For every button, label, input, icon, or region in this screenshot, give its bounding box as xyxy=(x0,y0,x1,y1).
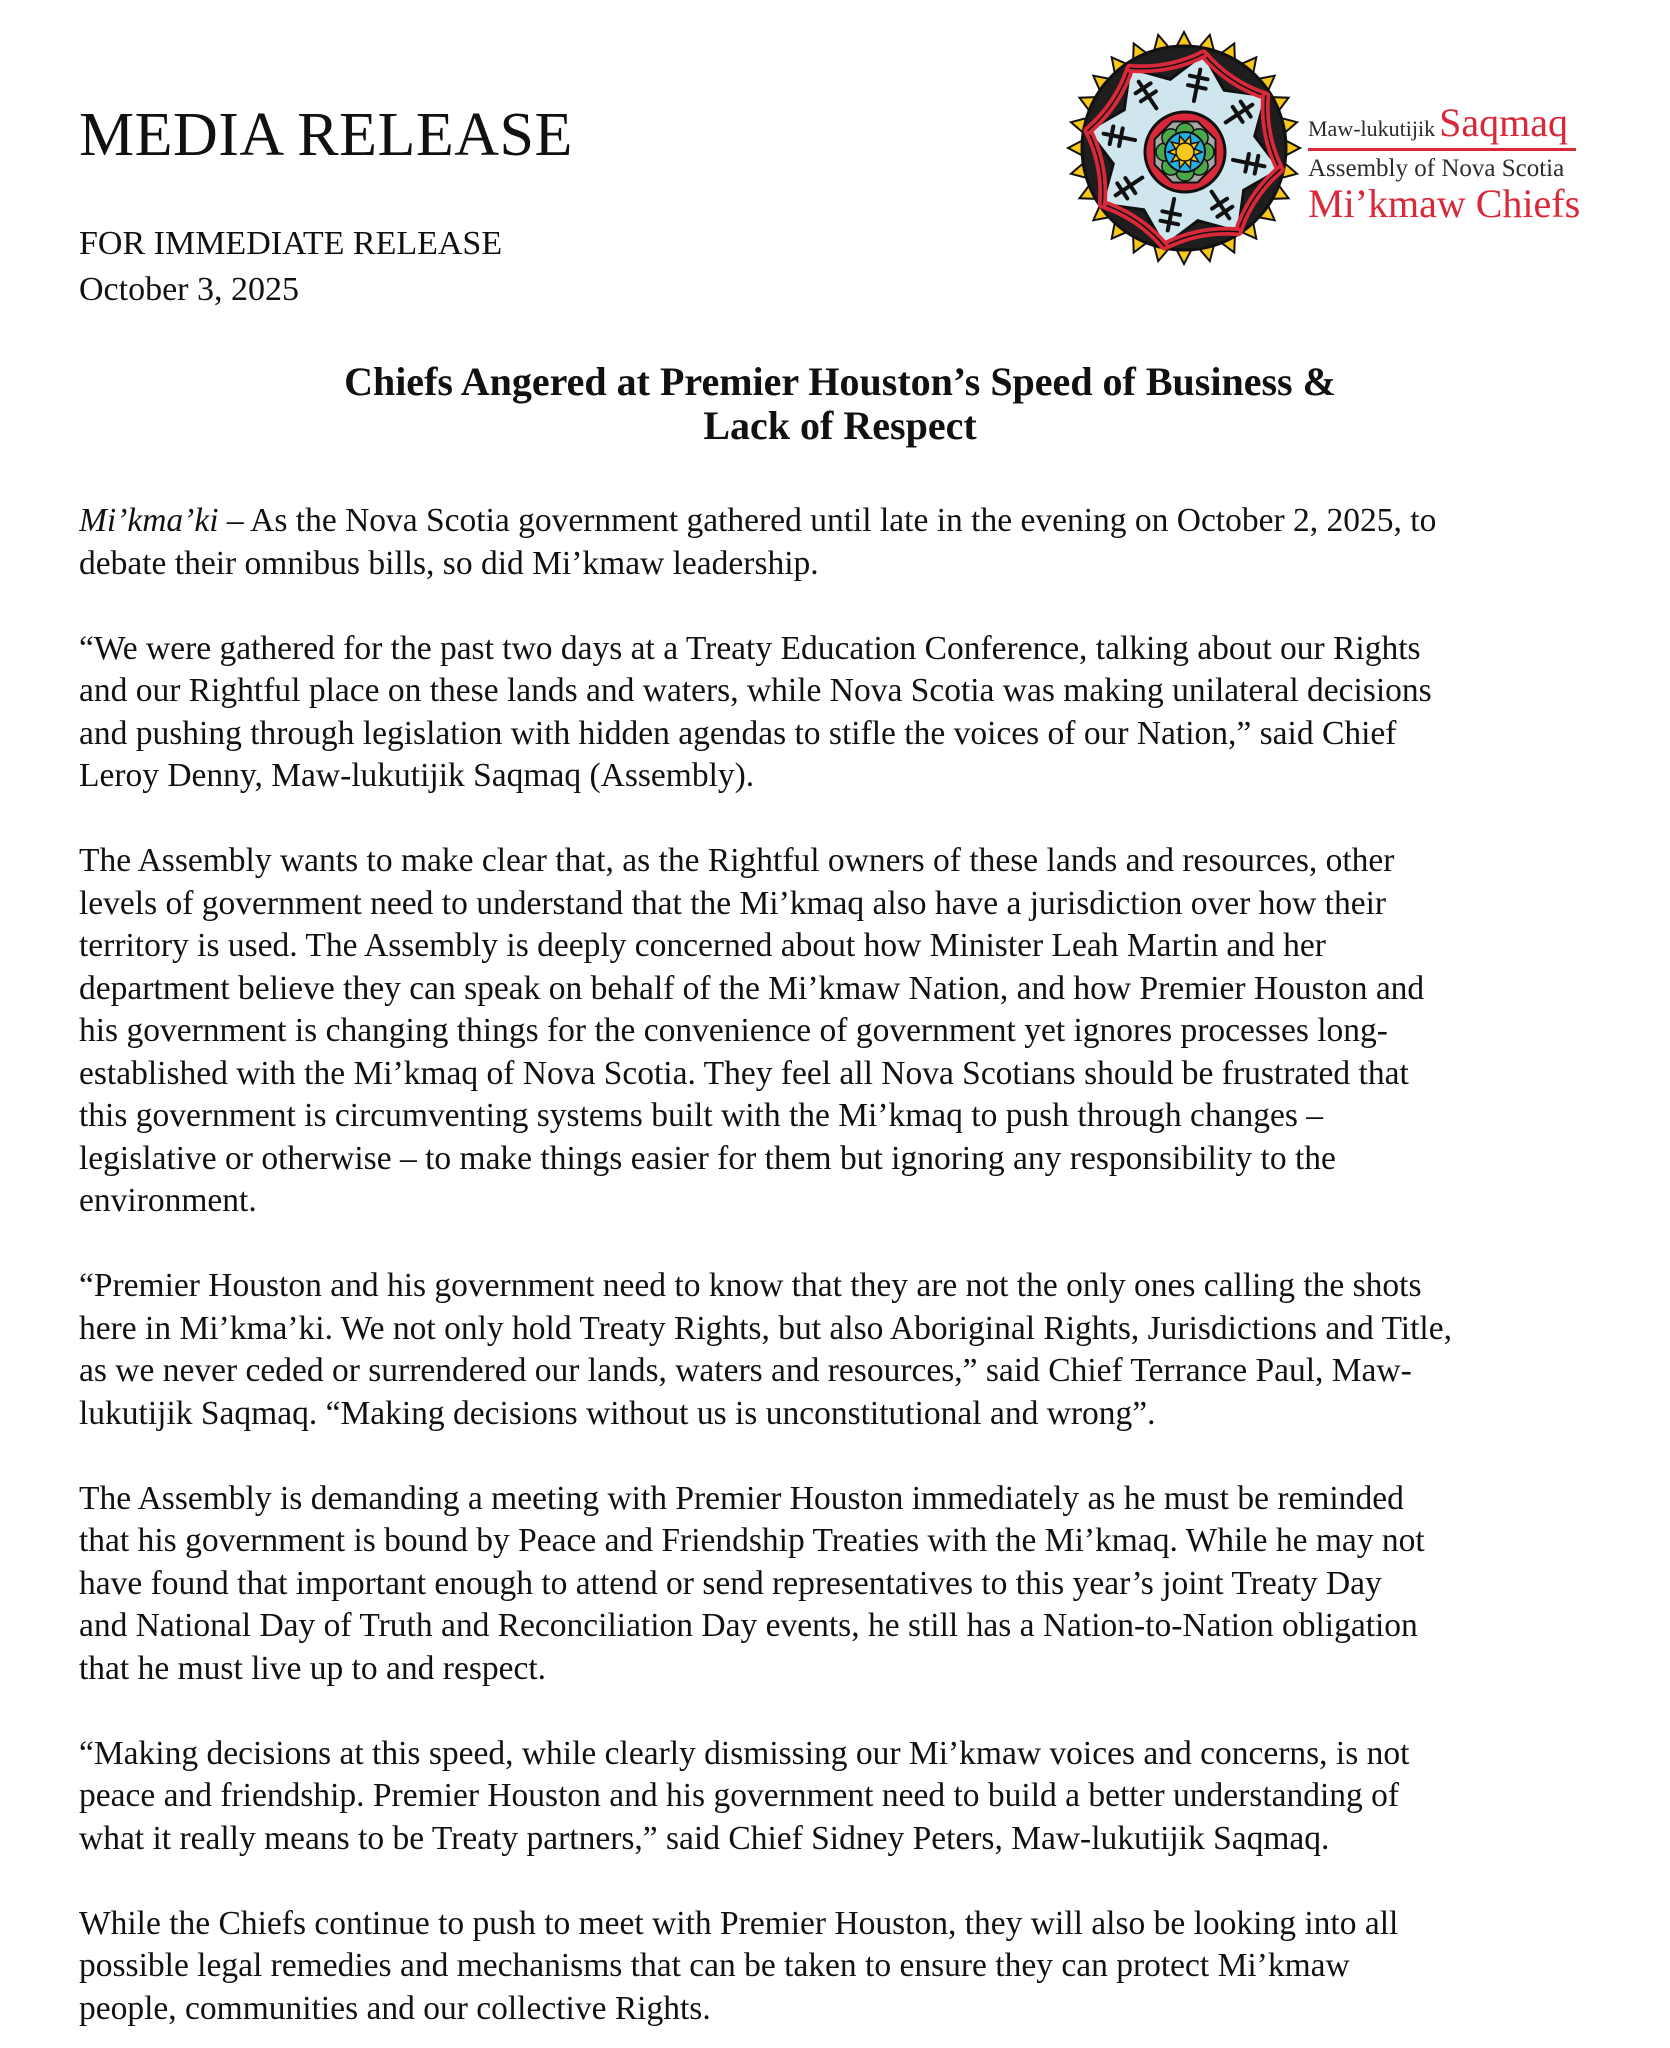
line-text: that he must live up to and respect. xyxy=(79,1649,547,1687)
paragraph-line xyxy=(79,968,1619,1011)
medallion-emblem-icon xyxy=(1062,30,1302,270)
headline-line: Lack of Respect xyxy=(703,403,977,448)
paragraph-line xyxy=(79,670,1619,713)
paragraph-line xyxy=(79,1903,1619,1946)
logo-text-mikmaw-chiefs: Mi’kmaw Chiefs xyxy=(1308,181,1581,226)
line-text: department believe they can speak on behalf of the Mi’kmaw Nation, and how Premier Houston and xyxy=(79,969,1425,1007)
paragraph-line xyxy=(79,1010,1619,1053)
line-text: what it really means to be Treaty partners,” said Chief Sidney Peters, Maw-lukutijik Saqmaq. xyxy=(79,1819,1330,1857)
line-text: levels of government need to understand that the Mi’kmaq also have a jurisdiction over how their xyxy=(79,884,1387,922)
paragraph-line xyxy=(79,1563,1619,1606)
body-paragraph xyxy=(79,500,1619,585)
line-text: The Assembly is demanding a meeting with Premier Houston immediately as he must be reminded xyxy=(79,1479,1404,1517)
body-paragraph xyxy=(79,1478,1619,1691)
release-body xyxy=(79,500,1619,2030)
line-text: have found that important enough to attend or send representatives to this year’s joint Treaty Day xyxy=(79,1564,1382,1602)
line-text: “Premier Houston and his government need to know that they are not the only ones calling the shots xyxy=(79,1267,1422,1304)
logo-text-saqmaq: Saqmaq xyxy=(1439,100,1568,145)
line-text: and our Rightful place on these lands and waters, while Nova Scotia was making unilateral decisions xyxy=(79,672,1432,709)
paragraph-line xyxy=(79,840,1619,883)
paragraph-line xyxy=(79,628,1619,671)
line-text: and pushing through legislation with hidden agendas to stifle the voices of our Nation,” said Chief xyxy=(79,714,1397,752)
body-paragraph xyxy=(79,840,1619,1223)
paragraph-line xyxy=(79,1095,1619,1138)
paragraph-line xyxy=(79,1988,1619,2031)
line-text: legislative or otherwise – to make things easier for them but ignoring any responsibility to the xyxy=(79,1139,1336,1177)
line-text: Leroy Denny, Maw-lukutijik Saqmaq (Assembly). xyxy=(79,757,755,794)
line-text: lukutijik Saqmaq. “Making decisions without us is unconstitutional and wrong”. xyxy=(79,1394,1156,1432)
headline xyxy=(180,360,1500,448)
paragraph-line xyxy=(79,1818,1619,1861)
line-text: – As the Nova Scotia government gathered until late in the evening on October 2, 2025, to xyxy=(218,502,1437,539)
body-paragraph xyxy=(79,1733,1619,1861)
line-text: his government is changing things for the convenience of government yet ignores processes long- xyxy=(79,1012,1388,1049)
release-label: FOR IMMEDIATE RELEASE xyxy=(79,225,503,262)
line-text: territory is used. The Assembly is deeply concerned about how Minister Leah Martin and her xyxy=(79,927,1326,964)
line-text: and National Day of Truth and Reconciliation Day events, he still has a Nation-to-Nation obligation xyxy=(79,1607,1418,1644)
paragraph-line xyxy=(79,500,1619,543)
line-text: The Assembly wants to make clear that, as the Rightful owners of these lands and resources, other xyxy=(79,842,1395,879)
line-text: peace and friendship. Premier Houston and his government need to build a better understanding of xyxy=(79,1777,1400,1814)
paragraph-line xyxy=(79,883,1619,926)
line-text: “We were gathered for the past two days at a Treaty Education Conference, talking about our Rights xyxy=(79,629,1421,667)
line-text: established with the Mi’kmaq of Nova Scotia. They feel all Nova Scotians should be frustrated that xyxy=(79,1054,1409,1092)
line-text: While the Chiefs continue to push to meet with Premier Houston, they will also be looking into all xyxy=(79,1904,1399,1942)
line-text: people, communities and our collective Rights. xyxy=(79,1989,711,2027)
logo-wordmark xyxy=(1308,100,1593,225)
body-paragraph xyxy=(79,628,1619,798)
paragraph-line xyxy=(79,713,1619,756)
paragraph-line xyxy=(79,1138,1619,1181)
paragraph-line xyxy=(79,543,1619,586)
line-text: possible legal remedies and mechanisms that can be taken to ensure they can protect Mi’kmaw xyxy=(79,1947,1350,1984)
paragraph-line xyxy=(79,1053,1619,1096)
paragraph-line xyxy=(79,1648,1619,1691)
logo-divider-rule xyxy=(1308,148,1576,151)
paragraph-line xyxy=(79,1733,1619,1776)
line-text: debate their omnibus bills, so did Mi’kmaw leadership. xyxy=(79,544,819,582)
line-text: this government is circumventing systems built with the Mi’kmaq to push through changes – xyxy=(79,1097,1323,1134)
paragraph-line xyxy=(79,755,1619,798)
line-text: “Making decisions at this speed, while clearly dismissing our Mi’kmaw voices and concerns, is not xyxy=(79,1734,1410,1772)
paragraph-line xyxy=(79,925,1619,968)
line-text: environment. xyxy=(79,1182,257,1219)
release-date: October 3, 2025 xyxy=(79,271,300,308)
paragraph-line xyxy=(79,1308,1619,1351)
line-text: that his government is bound by Peace and Friendship Treaties with the Mi’kmaq. While he may not xyxy=(79,1522,1425,1559)
paragraph-line xyxy=(79,1520,1619,1563)
line-text: here in Mi’kma’ki. We not only hold Treaty Rights, but also Aboriginal Rights, Jurisdictions and Title, xyxy=(79,1309,1452,1347)
paragraph-line xyxy=(79,1605,1619,1648)
paragraph-line xyxy=(79,1775,1619,1818)
sun-core xyxy=(1176,143,1194,161)
paragraph-line xyxy=(79,1393,1619,1436)
document-title: MEDIA RELEASE xyxy=(79,101,573,169)
dateline-place: Mi’kma’ki xyxy=(79,502,219,539)
headline-line: Chiefs Angered at Premier Houston’s Speed of Business & xyxy=(344,359,1336,404)
paragraph-line xyxy=(79,1180,1619,1223)
paragraph-line xyxy=(79,1265,1619,1308)
paragraph-line xyxy=(79,1350,1619,1393)
logo-text-assembly: Assembly of Nova Scotia xyxy=(1308,155,1565,182)
paragraph-line xyxy=(79,1945,1619,1988)
paragraph-line xyxy=(79,1478,1619,1521)
body-paragraph xyxy=(79,1903,1619,2031)
body-paragraph xyxy=(79,1265,1619,1435)
logo-text-maw-lukutijik: Maw-lukutijik xyxy=(1308,116,1436,141)
line-text: as we never ceded or surrendered our lands, waters and resources,” said Chief Terrance Paul, Maw- xyxy=(79,1352,1412,1389)
